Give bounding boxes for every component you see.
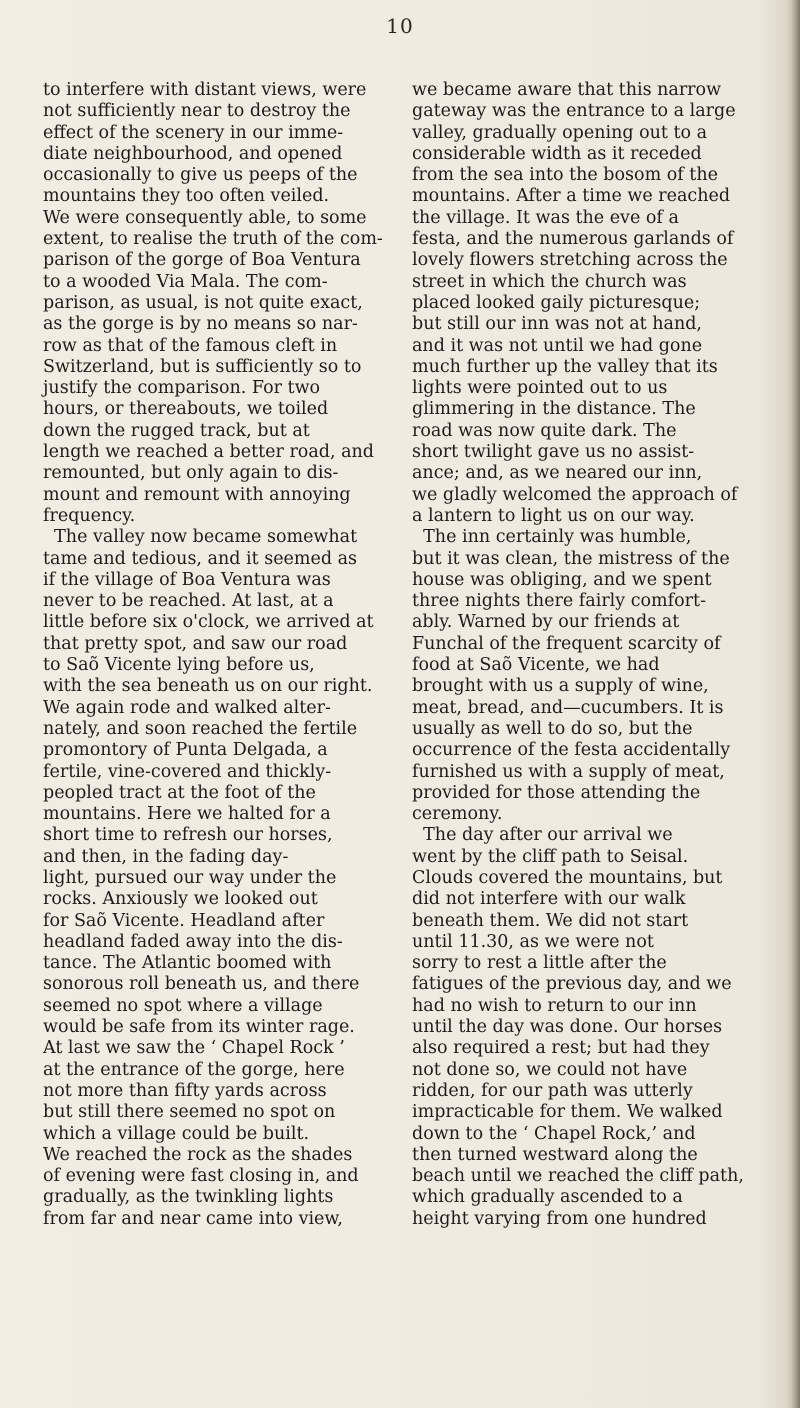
left-text-column: to interfere with distant views, were not sufficiently near to destroy the effect of the scenery in our imme- diate neighbourhood, and opened occasionally to give us peeps of the mountains they too often veiled. We were consequently able, to some extent, to realise the truth of the com- parison of the gorge of Boa Ventura to a wooded Via Mala. The com- parison, as usual, is not quite exact, as the gorge is by no means so nar- row as that of the famous cleft in Switzerland, but is sufficiently so to justify the comparison. For two hours, or thereabouts, we toiled down the rugged track, but at length we reached a better road, and remounted, but only again to dis- mount and remount with annoying frequency. The valley now became somewhat tame and tedious, and it seemed as if the village of Boa Ventura was never to be reached. At last, at a little before six o'clock, we arrived at that pretty spot, and saw our road to Saõ Vicente lying before us, with the sea beneath us on our right. We again rode and walked alter- nately, and soon reached the fertile promontory of Punta Delgada, a fertile, vine-covered and thickly- peopled tract at the foot of the mountains. Here we halted for a short time to refresh our horses, and then, in the fading day- light, pursued our way under the rocks. Anxiously we looked out for Saõ Vicente. Headland after headland faded away into the dis- tance. The Atlantic boomed with sonorous roll beneath us, and there seemed no spot where a village would be safe from its winter rage. At last we saw the ‘ Chapel Rock ’ at the entrance of the gorge, here not more than fifty yards across but still there seemed no spot on which a village could be built. We reached the rock as the shades of evening were fast closing in, and gradually, as the twinkling lights from far and near came into view, bbox=[43, 80, 383, 1229]
page-edge-shadow bbox=[786, 0, 800, 1408]
right-text-column: we became aware that this narrow gateway was the entrance to a large valley, gradually opening out to a considerable width as it receded from the sea into the bosom of the mountains. After a time we reached the village. It was the eve of a festa, and the numerous garlands of lovely flowers stretching across the street in which the church was placed looked gaily picturesque; but still our inn was not at hand, and it was not until we had gone much further up the valley that its lights were pointed out to us glimmering in the distance. The road was now quite dark. The short twilight gave us no assist- ance; and, as we neared our inn, we gladly welcomed the approach of a lantern to light us on our way. The inn certainly was humble, but it was clean, the mistress of the house was obliging, and we spent three nights there fairly comfort- ably. Warned by our friends at Funchal of the frequent scarcity of food at Saõ Vicente, we had brought with us a supply of wine, meat, bread, and—cucumbers. It is usually as well to do so, but the occurrence of the festa accidentally furnished us with a supply of meat, provided for those attending the ceremony. The day after our arrival we went by the cliff path to Seisal. Clouds covered the mountains, but did not interfere with our walk beneath them. We did not start until 11.30, as we were not sorry to rest a little after the fatigues of the previous day, and we had no wish to return to our inn until the day was done. Our horses also required a rest; but had they not done so, we could not have ridden, for our path was utterly impracticable for them. We walked down to the ‘ Chapel Rock,’ and then turned westward along the beach until we reached the cliff path, which gradually ascended to a height varying from one hundred bbox=[412, 80, 744, 1229]
page-number: 10 bbox=[386, 14, 414, 38]
